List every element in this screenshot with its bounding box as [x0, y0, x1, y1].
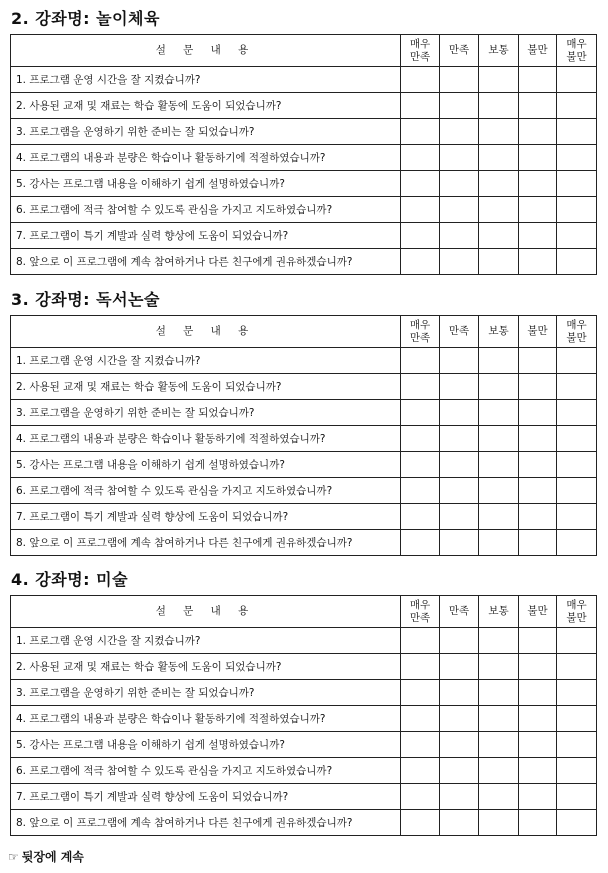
table-row — [11, 784, 597, 810]
answer-cell-neutral[interactable] — [479, 348, 519, 374]
question-text: 6. 프로그램에 적극 참여할 수 있도록 관심을 가지고 지도하였습니까? — [11, 197, 401, 223]
answer-cell-very-dissatisfied[interactable] — [557, 374, 597, 400]
section-4 — [10, 565, 596, 836]
answer-cell-satisfied[interactable] — [440, 706, 479, 732]
answer-cell-neutral[interactable] — [479, 223, 519, 249]
table-row — [11, 504, 597, 530]
question-text: 8. 앞으로 이 프로그램에 계속 참여하거나 다른 친구에게 권유하겠습니까? — [11, 249, 401, 275]
answer-cell-dissatisfied[interactable] — [519, 67, 557, 93]
answer-cell-satisfied[interactable] — [440, 348, 479, 374]
answer-cell-neutral[interactable] — [479, 249, 519, 275]
table-row — [11, 654, 597, 680]
answer-cell-very-dissatisfied[interactable] — [557, 249, 597, 275]
question-text: 4. 프로그램의 내용과 분량은 학습이나 활동하기에 적절하였습니까? — [11, 426, 401, 452]
answer-cell-very-satisfied[interactable] — [401, 810, 440, 836]
answer-cell-satisfied[interactable] — [440, 374, 479, 400]
answer-cell-very-dissatisfied[interactable] — [557, 530, 597, 556]
question-text: 7. 프로그램이 특기 계발과 실력 향상에 도움이 되었습니까? — [11, 504, 401, 530]
answer-cell-very-dissatisfied[interactable] — [557, 400, 597, 426]
answer-cell-very-satisfied[interactable] — [401, 400, 440, 426]
question-text: 3. 프로그램을 운영하기 위한 준비는 잘 되었습니까? — [11, 119, 401, 145]
section-3 — [10, 285, 596, 556]
answer-cell-satisfied[interactable] — [440, 93, 479, 119]
answer-cell-satisfied[interactable] — [440, 504, 479, 530]
answer-cell-neutral[interactable] — [479, 145, 519, 171]
answer-cell-very-dissatisfied[interactable] — [557, 452, 597, 478]
answer-cell-dissatisfied[interactable] — [519, 249, 557, 275]
answer-cell-neutral[interactable] — [479, 452, 519, 478]
option-header-satisfied: 만족 — [440, 316, 479, 348]
table-row — [11, 249, 597, 275]
option-header-dissatisfied: 불만 — [519, 596, 557, 628]
answer-cell-satisfied[interactable] — [440, 758, 479, 784]
table-header-row — [11, 316, 597, 348]
answer-cell-satisfied[interactable] — [440, 119, 479, 145]
question-text: 7. 프로그램이 특기 계발과 실력 향상에 도움이 되었습니까? — [11, 784, 401, 810]
content-header: 설 문 내 용 — [11, 316, 401, 348]
answer-cell-very-dissatisfied[interactable] — [557, 348, 597, 374]
answer-cell-dissatisfied[interactable] — [519, 758, 557, 784]
answer-cell-very-dissatisfied[interactable] — [557, 197, 597, 223]
continue-text: 뒷장에 계속 — [21, 850, 84, 864]
table-row — [11, 93, 597, 119]
answer-cell-very-satisfied[interactable] — [401, 680, 440, 706]
answer-cell-neutral[interactable] — [479, 810, 519, 836]
table-row — [11, 348, 597, 374]
question-text: 1. 프로그램 운영 시간을 잘 지켰습니까? — [11, 348, 401, 374]
question-text: 4. 프로그램의 내용과 분량은 학습이나 활동하기에 적절하였습니까? — [11, 706, 401, 732]
answer-cell-very-dissatisfied[interactable] — [557, 426, 597, 452]
answer-cell-dissatisfied[interactable] — [519, 504, 557, 530]
answer-cell-very-satisfied[interactable] — [401, 426, 440, 452]
table-row — [11, 171, 597, 197]
table-row — [11, 452, 597, 478]
table-row — [11, 67, 597, 93]
question-text: 7. 프로그램이 특기 계발과 실력 향상에 도움이 되었습니까? — [11, 223, 401, 249]
question-text: 2. 사용된 교재 및 재료는 학습 활동에 도움이 되었습니까? — [11, 654, 401, 680]
option-header-dissatisfied: 불만 — [519, 35, 557, 67]
answer-cell-dissatisfied[interactable] — [519, 171, 557, 197]
question-text: 4. 프로그램의 내용과 분량은 학습이나 활동하기에 적절하였습니까? — [11, 145, 401, 171]
answer-cell-very-dissatisfied[interactable] — [557, 654, 597, 680]
table-row — [11, 478, 597, 504]
answer-cell-neutral[interactable] — [479, 67, 519, 93]
answer-cell-satisfied[interactable] — [440, 654, 479, 680]
table-row — [11, 374, 597, 400]
answer-cell-neutral[interactable] — [479, 426, 519, 452]
section-title: 2. 강좌명: 놀이체육 — [11, 9, 160, 28]
answer-cell-very-satisfied[interactable] — [401, 197, 440, 223]
answer-cell-satisfied[interactable] — [440, 628, 479, 654]
answer-cell-neutral[interactable] — [479, 758, 519, 784]
answer-cell-neutral[interactable] — [479, 171, 519, 197]
answer-cell-dissatisfied[interactable] — [519, 628, 557, 654]
answer-cell-neutral[interactable] — [479, 504, 519, 530]
option-header-neutral: 보통 — [479, 596, 519, 628]
answer-cell-very-satisfied[interactable] — [401, 119, 440, 145]
question-text: 2. 사용된 교재 및 재료는 학습 활동에 도움이 되었습니까? — [11, 93, 401, 119]
table-row — [11, 758, 597, 784]
answer-cell-very-dissatisfied[interactable] — [557, 732, 597, 758]
question-text: 8. 앞으로 이 프로그램에 계속 참여하거나 다른 친구에게 권유하겠습니까? — [11, 530, 401, 556]
answer-cell-very-dissatisfied[interactable] — [557, 504, 597, 530]
answer-cell-satisfied[interactable] — [440, 249, 479, 275]
option-header-neutral: 보통 — [479, 35, 519, 67]
question-text: 5. 강사는 프로그램 내용을 이해하기 쉽게 설명하였습니까? — [11, 732, 401, 758]
answer-cell-dissatisfied[interactable] — [519, 654, 557, 680]
answer-cell-very-satisfied[interactable] — [401, 223, 440, 249]
option-header-very-satisfied: 매우 만족 — [401, 35, 440, 67]
answer-cell-dissatisfied[interactable] — [519, 530, 557, 556]
option-header-very-satisfied: 매우 만족 — [401, 596, 440, 628]
answer-cell-dissatisfied[interactable] — [519, 400, 557, 426]
answer-cell-very-satisfied[interactable] — [401, 145, 440, 171]
table-row — [11, 706, 597, 732]
answer-cell-very-dissatisfied[interactable] — [557, 680, 597, 706]
answer-cell-satisfied[interactable] — [440, 530, 479, 556]
answer-cell-satisfied[interactable] — [440, 810, 479, 836]
answer-cell-very-dissatisfied[interactable] — [557, 93, 597, 119]
answer-cell-satisfied[interactable] — [440, 400, 479, 426]
answer-cell-satisfied[interactable] — [440, 197, 479, 223]
answer-cell-neutral[interactable] — [479, 400, 519, 426]
answer-cell-dissatisfied[interactable] — [519, 478, 557, 504]
table-row — [11, 223, 597, 249]
table-row — [11, 426, 597, 452]
question-text: 1. 프로그램 운영 시간을 잘 지켰습니까? — [11, 67, 401, 93]
option-header-very-dissatisfied: 매우 불만 — [557, 316, 597, 348]
answer-cell-very-satisfied[interactable] — [401, 654, 440, 680]
answer-cell-satisfied[interactable] — [440, 680, 479, 706]
answer-cell-neutral[interactable] — [479, 530, 519, 556]
section-2 — [10, 4, 596, 275]
answer-cell-dissatisfied[interactable] — [519, 197, 557, 223]
answer-cell-very-satisfied[interactable] — [401, 732, 440, 758]
section-title: 4. 강좌명: 미술 — [11, 570, 129, 589]
answer-cell-very-dissatisfied[interactable] — [557, 810, 597, 836]
answer-cell-satisfied[interactable] — [440, 426, 479, 452]
option-header-satisfied: 만족 — [440, 596, 479, 628]
answer-cell-very-satisfied[interactable] — [401, 784, 440, 810]
answer-cell-dissatisfied[interactable] — [519, 680, 557, 706]
question-text: 3. 프로그램을 운영하기 위한 준비는 잘 되었습니까? — [11, 680, 401, 706]
answer-cell-very-dissatisfied[interactable] — [557, 223, 597, 249]
answer-cell-dissatisfied[interactable] — [519, 374, 557, 400]
answer-cell-neutral[interactable] — [479, 732, 519, 758]
answer-cell-very-dissatisfied[interactable] — [557, 706, 597, 732]
answer-cell-dissatisfied[interactable] — [519, 93, 557, 119]
survey-table — [10, 595, 597, 836]
answer-cell-dissatisfied[interactable] — [519, 810, 557, 836]
option-header-very-dissatisfied: 매우 불만 — [557, 596, 597, 628]
answer-cell-satisfied[interactable] — [440, 452, 479, 478]
answer-cell-neutral[interactable] — [479, 706, 519, 732]
answer-cell-very-dissatisfied[interactable] — [557, 478, 597, 504]
question-text: 3. 프로그램을 운영하기 위한 준비는 잘 되었습니까? — [11, 400, 401, 426]
answer-cell-very-satisfied[interactable] — [401, 478, 440, 504]
question-text: 8. 앞으로 이 프로그램에 계속 참여하거나 다른 친구에게 권유하겠습니까? — [11, 810, 401, 836]
question-text: 5. 강사는 프로그램 내용을 이해하기 쉽게 설명하였습니까? — [11, 171, 401, 197]
answer-cell-dissatisfied[interactable] — [519, 145, 557, 171]
continue-note — [8, 847, 84, 867]
answer-cell-neutral[interactable] — [479, 680, 519, 706]
section-title: 3. 강좌명: 독서논술 — [11, 290, 160, 309]
answer-cell-very-dissatisfied[interactable] — [557, 67, 597, 93]
table-row — [11, 530, 597, 556]
answer-cell-dissatisfied[interactable] — [519, 706, 557, 732]
table-row — [11, 628, 597, 654]
answer-cell-neutral[interactable] — [479, 197, 519, 223]
question-text: 5. 강사는 프로그램 내용을 이해하기 쉽게 설명하였습니까? — [11, 452, 401, 478]
answer-cell-satisfied[interactable] — [440, 732, 479, 758]
answer-cell-satisfied[interactable] — [440, 784, 479, 810]
table-row — [11, 810, 597, 836]
table-row — [11, 119, 597, 145]
answer-cell-dissatisfied[interactable] — [519, 784, 557, 810]
answer-cell-dissatisfied[interactable] — [519, 119, 557, 145]
pointing-hand-icon: ☞ — [8, 850, 19, 864]
answer-cell-neutral[interactable] — [479, 374, 519, 400]
content-header: 설 문 내 용 — [11, 35, 401, 67]
option-header-very-satisfied: 매우 만족 — [401, 316, 440, 348]
survey-table — [10, 315, 597, 556]
answer-cell-neutral[interactable] — [479, 93, 519, 119]
table-row — [11, 732, 597, 758]
answer-cell-very-satisfied[interactable] — [401, 171, 440, 197]
option-header-dissatisfied: 불만 — [519, 316, 557, 348]
table-header-row — [11, 35, 597, 67]
answer-cell-very-satisfied[interactable] — [401, 452, 440, 478]
answer-cell-very-dissatisfied[interactable] — [557, 628, 597, 654]
option-header-neutral: 보통 — [479, 316, 519, 348]
question-text: 6. 프로그램에 적극 참여할 수 있도록 관심을 가지고 지도하였습니까? — [11, 478, 401, 504]
table-row — [11, 400, 597, 426]
answer-cell-very-satisfied[interactable] — [401, 67, 440, 93]
answer-cell-satisfied[interactable] — [440, 478, 479, 504]
table-row — [11, 197, 597, 223]
answer-cell-dissatisfied[interactable] — [519, 452, 557, 478]
content-header: 설 문 내 용 — [11, 596, 401, 628]
answer-cell-very-satisfied[interactable] — [401, 374, 440, 400]
answer-cell-very-dissatisfied[interactable] — [557, 171, 597, 197]
answer-cell-satisfied[interactable] — [440, 145, 479, 171]
option-header-satisfied: 만족 — [440, 35, 479, 67]
answer-cell-neutral[interactable] — [479, 784, 519, 810]
answer-cell-dissatisfied[interactable] — [519, 732, 557, 758]
answer-cell-dissatisfied[interactable] — [519, 348, 557, 374]
answer-cell-very-satisfied[interactable] — [401, 530, 440, 556]
table-header-row — [11, 596, 597, 628]
survey-table — [10, 34, 597, 275]
answer-cell-very-satisfied[interactable] — [401, 758, 440, 784]
answer-cell-dissatisfied[interactable] — [519, 223, 557, 249]
option-header-very-dissatisfied: 매우 불만 — [557, 35, 597, 67]
answer-cell-neutral[interactable] — [479, 478, 519, 504]
answer-cell-very-dissatisfied[interactable] — [557, 784, 597, 810]
answer-cell-very-satisfied[interactable] — [401, 93, 440, 119]
answer-cell-very-satisfied[interactable] — [401, 504, 440, 530]
answer-cell-very-satisfied[interactable] — [401, 348, 440, 374]
answer-cell-neutral[interactable] — [479, 628, 519, 654]
answer-cell-neutral[interactable] — [479, 654, 519, 680]
table-row — [11, 145, 597, 171]
answer-cell-satisfied[interactable] — [440, 223, 479, 249]
question-text: 6. 프로그램에 적극 참여할 수 있도록 관심을 가지고 지도하였습니까? — [11, 758, 401, 784]
answer-cell-dissatisfied[interactable] — [519, 426, 557, 452]
answer-cell-very-dissatisfied[interactable] — [557, 145, 597, 171]
answer-cell-neutral[interactable] — [479, 119, 519, 145]
answer-cell-very-satisfied[interactable] — [401, 706, 440, 732]
answer-cell-satisfied[interactable] — [440, 67, 479, 93]
answer-cell-very-satisfied[interactable] — [401, 628, 440, 654]
answer-cell-very-dissatisfied[interactable] — [557, 119, 597, 145]
answer-cell-satisfied[interactable] — [440, 171, 479, 197]
answer-cell-very-dissatisfied[interactable] — [557, 758, 597, 784]
question-text: 2. 사용된 교재 및 재료는 학습 활동에 도움이 되었습니까? — [11, 374, 401, 400]
answer-cell-very-satisfied[interactable] — [401, 249, 440, 275]
table-row — [11, 680, 597, 706]
question-text: 1. 프로그램 운영 시간을 잘 지켰습니까? — [11, 628, 401, 654]
